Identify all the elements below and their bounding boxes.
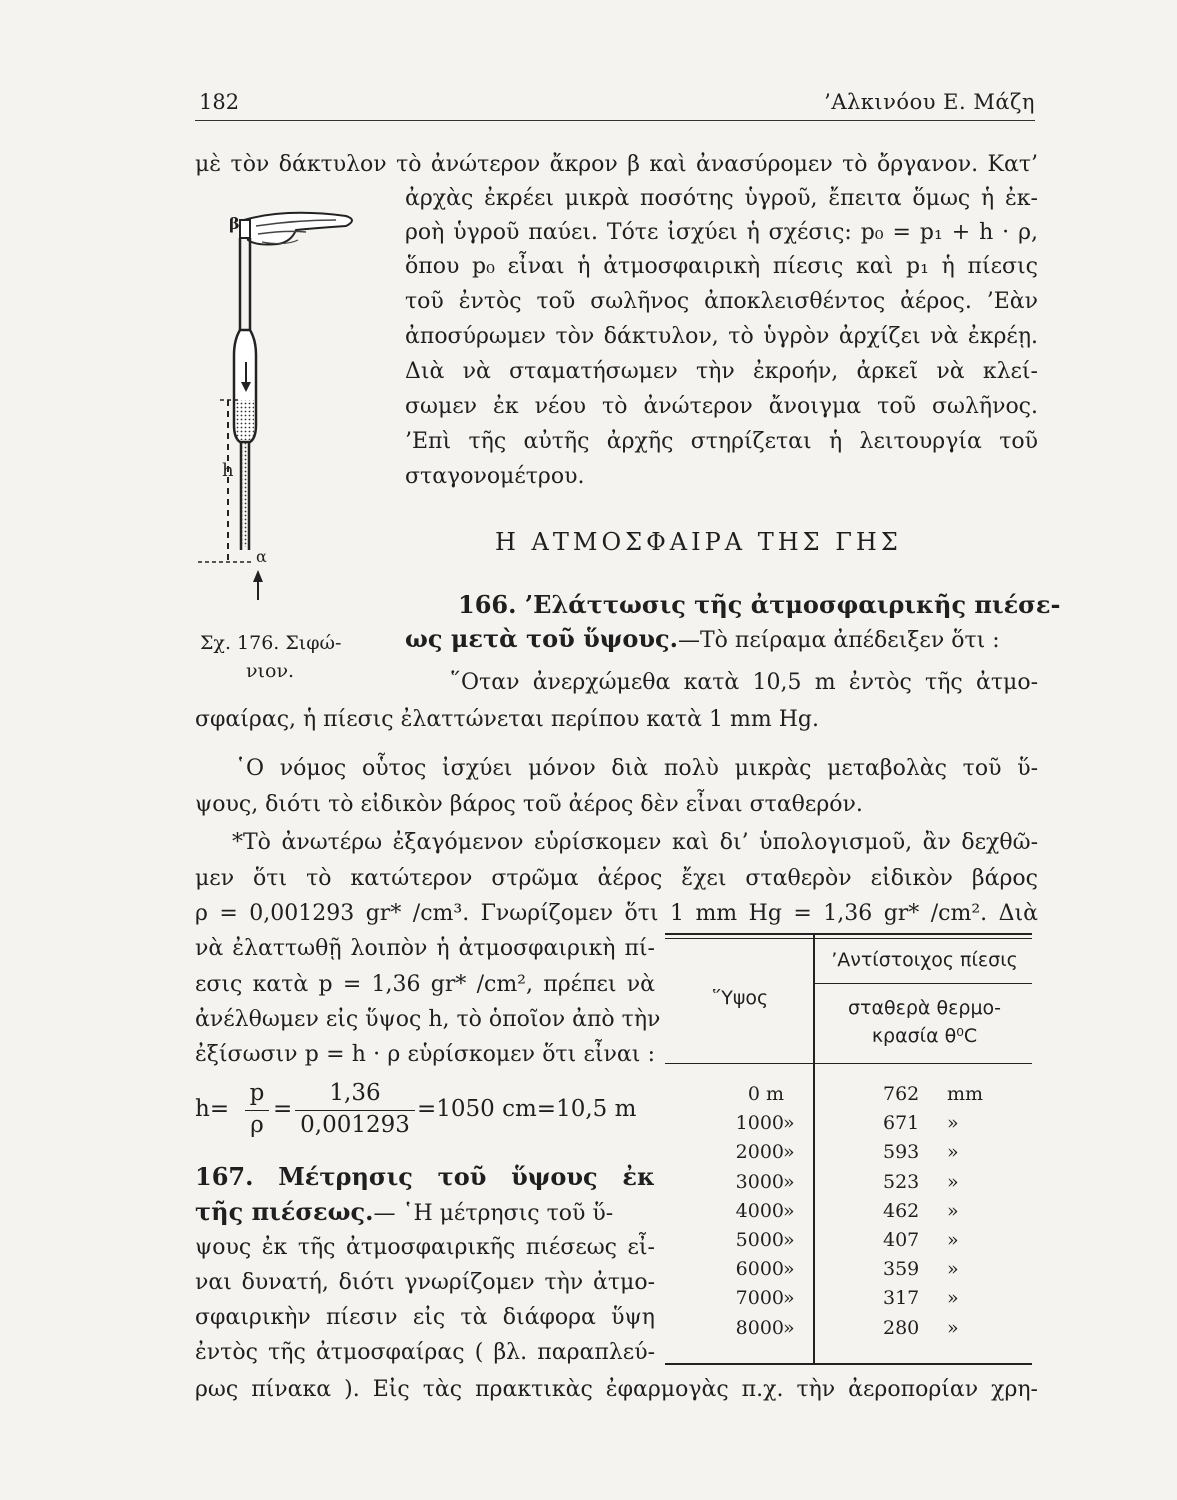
siphon-illustration [196, 190, 396, 610]
table-row-pressure: 523 [883, 1170, 920, 1193]
table-header-rule [665, 1063, 1032, 1064]
table-row-altitude: 5000 [735, 1229, 784, 1251]
intro-line-6: ἀποσύρωμεν τὸν δάκτυλον, τὸ ὑγρὸν ἀρχίζει νὰ ἐκρέῃ. [405, 324, 1038, 349]
page-number: 182 [199, 90, 240, 114]
table-row [665, 1258, 1032, 1287]
table-row-unit: » [947, 1141, 959, 1164]
s167-left-line-2: ναι δυνατή, διότι γνωρίζομεν τὴν ἀτμο- [195, 1270, 655, 1295]
pressure-altitude-table [665, 933, 1032, 1365]
table-row [665, 1287, 1032, 1316]
table-row-altitude: 7000 [735, 1287, 784, 1310]
s167-left-line-3: σφαιρικὴν πίεσιν εἰς τὰ διάφορα ὕψη [195, 1305, 655, 1330]
table-row-unit: » [947, 1199, 959, 1222]
table-row-pressure: 359 [883, 1258, 920, 1281]
formula-eq: = [273, 1096, 293, 1122]
table-row-altitude: 2000 [735, 1141, 784, 1164]
table-row-altitude-ditto: » [783, 1141, 795, 1164]
table-row-altitude-ditto: » [783, 1199, 795, 1222]
s167-heading-bold-2: τῆς πιέσεως. [195, 1197, 374, 1226]
table-row-unit: » [947, 1258, 959, 1281]
figure-caption-line-1: Σχ. 176. Σιφώ- [200, 632, 342, 654]
figure-label-h: h [222, 460, 234, 481]
table-row-altitude-ditto: » [783, 1229, 795, 1251]
s166-para3-line-3: ρ = 0,001293 gr* /cm³. Γνωρίζομεν ὅτι 1 mm Hg = 1,36 gr* /cm². Διὰ [195, 901, 1038, 926]
figure-label-beta: β [229, 214, 240, 233]
page-header [195, 88, 1035, 121]
table-row-unit: » [947, 1229, 959, 1251]
running-head: ’Αλκινόου Ε. Μάζη [824, 90, 1035, 114]
table-row-altitude-ditto: » [783, 1170, 795, 1193]
intro-line-2: ἀρχὰς ἐκρέει μικρὰ ποσότης ὑγροῦ, ἔπειτα ὅμως ἡ ἐκ- [405, 186, 1038, 211]
table-row-unit: » [947, 1316, 959, 1339]
s166-para2-line-2: ψους, διότι τὸ εἰδικὸν βάρος τοῦ ἀέρος δὲν εἶναι σταθερόν. [195, 792, 863, 817]
s167-last-line: ρως πίνακα ). Εἰς τὰς πρακτικὰς ἐφαρμογὰς π.χ. τὴν ἀεροπορίαν χρη- [195, 1377, 1038, 1402]
table-row [665, 1229, 1032, 1258]
table-row [665, 1112, 1032, 1141]
table-row-altitude: 3000 [735, 1170, 784, 1193]
formula-fraction-bar-2 [295, 1110, 415, 1111]
formula-lhs: h= [195, 1096, 230, 1122]
intro-line-5: τοῦ ἐντὸς τοῦ σωλῆνος ἀποκλεισθέντος ἀέρος. ’Εὰν [405, 289, 1038, 314]
table-row-unit: » [947, 1112, 959, 1135]
s166-left-line-4: ἐξίσωσιν p = h · ρ εὑρίσκομεν ὅτι εἶναι : [195, 1042, 655, 1067]
intro-line-10: σταγονομέτρου. [405, 464, 585, 489]
intro-line-9: ’Επὶ τῆς αὐτῆς ἀρχῆς στηρίζεται ἡ λειτουργία τοῦ [405, 429, 1038, 454]
table-header-temp-line-2: κρασία θ⁰C [871, 1025, 978, 1047]
formula-fraction-bar-1 [245, 1110, 269, 1111]
table-row [665, 1200, 1032, 1229]
formula-den-2: 0,001293 [300, 1112, 410, 1138]
intro-line-1: μὲ τὸν δάκτυλον τὸ ἀνώτερον ἄκρον β καὶ ἀνασύρομεν τὸ ὄργανον. Κατ’ [195, 152, 1038, 177]
table-header-altitude: ῞Υψος [711, 987, 769, 1009]
table-row-altitude: 6000 [735, 1258, 784, 1281]
figure-label-alpha: α [256, 547, 267, 566]
table-row-altitude: 4000 [735, 1199, 784, 1222]
table-row-altitude: 8000 [735, 1316, 784, 1339]
table-subheader-rule [815, 983, 1032, 984]
table-row-unit: mm [947, 1083, 984, 1105]
s166-left-line-1: νὰ ἐλαττωθῇ λοιπὸν ἡ ἀτμοσφαιρικὴ πί- [195, 936, 655, 961]
table-row-pressure: 762 [883, 1083, 920, 1105]
height-formula [195, 1080, 655, 1140]
table-header-pressure: ’Αντίστοιχος πίεσις [831, 949, 1018, 971]
table-row-altitude-ditto: » [783, 1316, 795, 1339]
table-row [665, 1171, 1032, 1200]
siphon-figure [196, 190, 396, 610]
s166-line-4: σφαίρας, ἡ πίεσις ἐλαττώνεται περίπου κατὰ 1 mm Hg. [195, 707, 820, 732]
s166-left-line-3: ἀνέλθωμεν εἰς ὕψος h, τὸ ὁποῖον ἀπὸ τὴν [195, 1007, 661, 1032]
s166-para3-line-1: *Τὸ ἀνωτέρω ἐξαγόμενον εὑρίσκομεν καὶ δι’ ὑπολογισμοῦ, ἂν δεχθῶ- [232, 830, 1038, 855]
formula-den-1: ρ [250, 1112, 264, 1138]
table-row-altitude-ditto: » [783, 1258, 795, 1281]
figure-caption-line-2: νιον. [246, 660, 295, 682]
table-row [665, 1317, 1032, 1346]
s166-heading-bold-2: ως μετὰ τοῦ ὕψους. [405, 624, 678, 653]
s166-line-2 [405, 624, 1038, 656]
table-row-altitude-ditto: » [783, 1287, 795, 1310]
formula-num-1: p [249, 1080, 265, 1106]
table-row-unit: » [947, 1170, 959, 1193]
s167-line-2 [195, 1197, 655, 1229]
s166-line-3: ῞Οταν ἀνερχώμεθα κατὰ 10,5 m ἐντὸς τῆς ἀτμο- [450, 670, 1038, 695]
table-top-rule [665, 935, 1032, 939]
s167-heading-line-1: 167. Μέτρησις τοῦ ὕψους ἐκ [195, 1162, 655, 1191]
s167-left-line-1: ψους ἐκ τῆς ἀτμοσφαιρικῆς πιέσεως εἶ- [195, 1235, 655, 1260]
table-row-pressure: 407 [883, 1229, 920, 1251]
intro-line-8: σωμεν ἐκ νέου τὸ ἀνώτερον ἄνοιγμα τοῦ σωλῆνος. [405, 394, 1038, 419]
s166-heading-line-1: 166. ’Ελάττωσις τῆς ἀτμοσφαιρικῆς πιέσε- [458, 590, 1061, 619]
intro-line-3: ροὴ ὑγροῦ παύει. Τότε ἰσχύει ἡ σχέσις: p₀ = p₁ + h · ρ, [405, 220, 1038, 245]
table-row [665, 1141, 1032, 1170]
s167-left-line-4: ἐντὸς τῆς ἀτμοσφαίρας ( βλ. παραπλεύ- [195, 1340, 655, 1365]
table-row-pressure: 593 [883, 1141, 920, 1164]
s166-para2-line-1: ῾Ο νόμος οὗτος ἰσχύει μόνον διὰ πολὺ μικρὰς μεταβολὰς τοῦ ὕ- [235, 756, 1038, 781]
table-row-altitude: 0 m [747, 1083, 784, 1105]
s167-line-2-rest: — ῾Η μέτρησις τοῦ ὕ- [373, 1201, 614, 1226]
table-row-altitude: 1000 [735, 1112, 784, 1135]
s166-left-line-2: εσις κατὰ p = 1,36 gr* /cm², πρέπει νὰ [195, 972, 655, 997]
table-row-pressure: 280 [883, 1316, 920, 1339]
intro-line-7: Διὰ νὰ σταματήσωμεν τὴν ἐκροήν, ἀρκεῖ νὰ κλεί- [405, 359, 1038, 384]
table-row-unit: » [947, 1287, 959, 1310]
table-row-altitude-ditto: » [783, 1112, 795, 1135]
table-row-pressure: 671 [883, 1112, 920, 1135]
formula-num-2: 1,36 [329, 1080, 381, 1106]
table-header-temp-line-1: σταθερὰ θερμο- [847, 997, 1002, 1019]
section-title: Η ΑΤΜΟΣΦΑΙΡΑ ΤΗΣ ΓΗΣ [495, 528, 902, 556]
s166-line-2-rest: —Τὸ πείραμα ἀπέδειξεν ὅτι : [678, 628, 1000, 653]
table-row [665, 1083, 1032, 1112]
formula-rhs: =1050 cm=10,5 m [417, 1096, 637, 1122]
table-row-pressure: 317 [883, 1287, 920, 1310]
table-row-pressure: 462 [883, 1199, 920, 1222]
s166-para3-line-2: μεν ὅτι τὸ κατώτερον στρῶμα ἀέρος ἔχει σταθερὸν εἰδικὸν βάρος [195, 866, 1038, 891]
intro-line-4: ὅπου p₀ εἶναι ἡ ἀτμοσφαιρικὴ πίεσις καὶ p₁ ἡ πίεσις [405, 254, 1038, 279]
